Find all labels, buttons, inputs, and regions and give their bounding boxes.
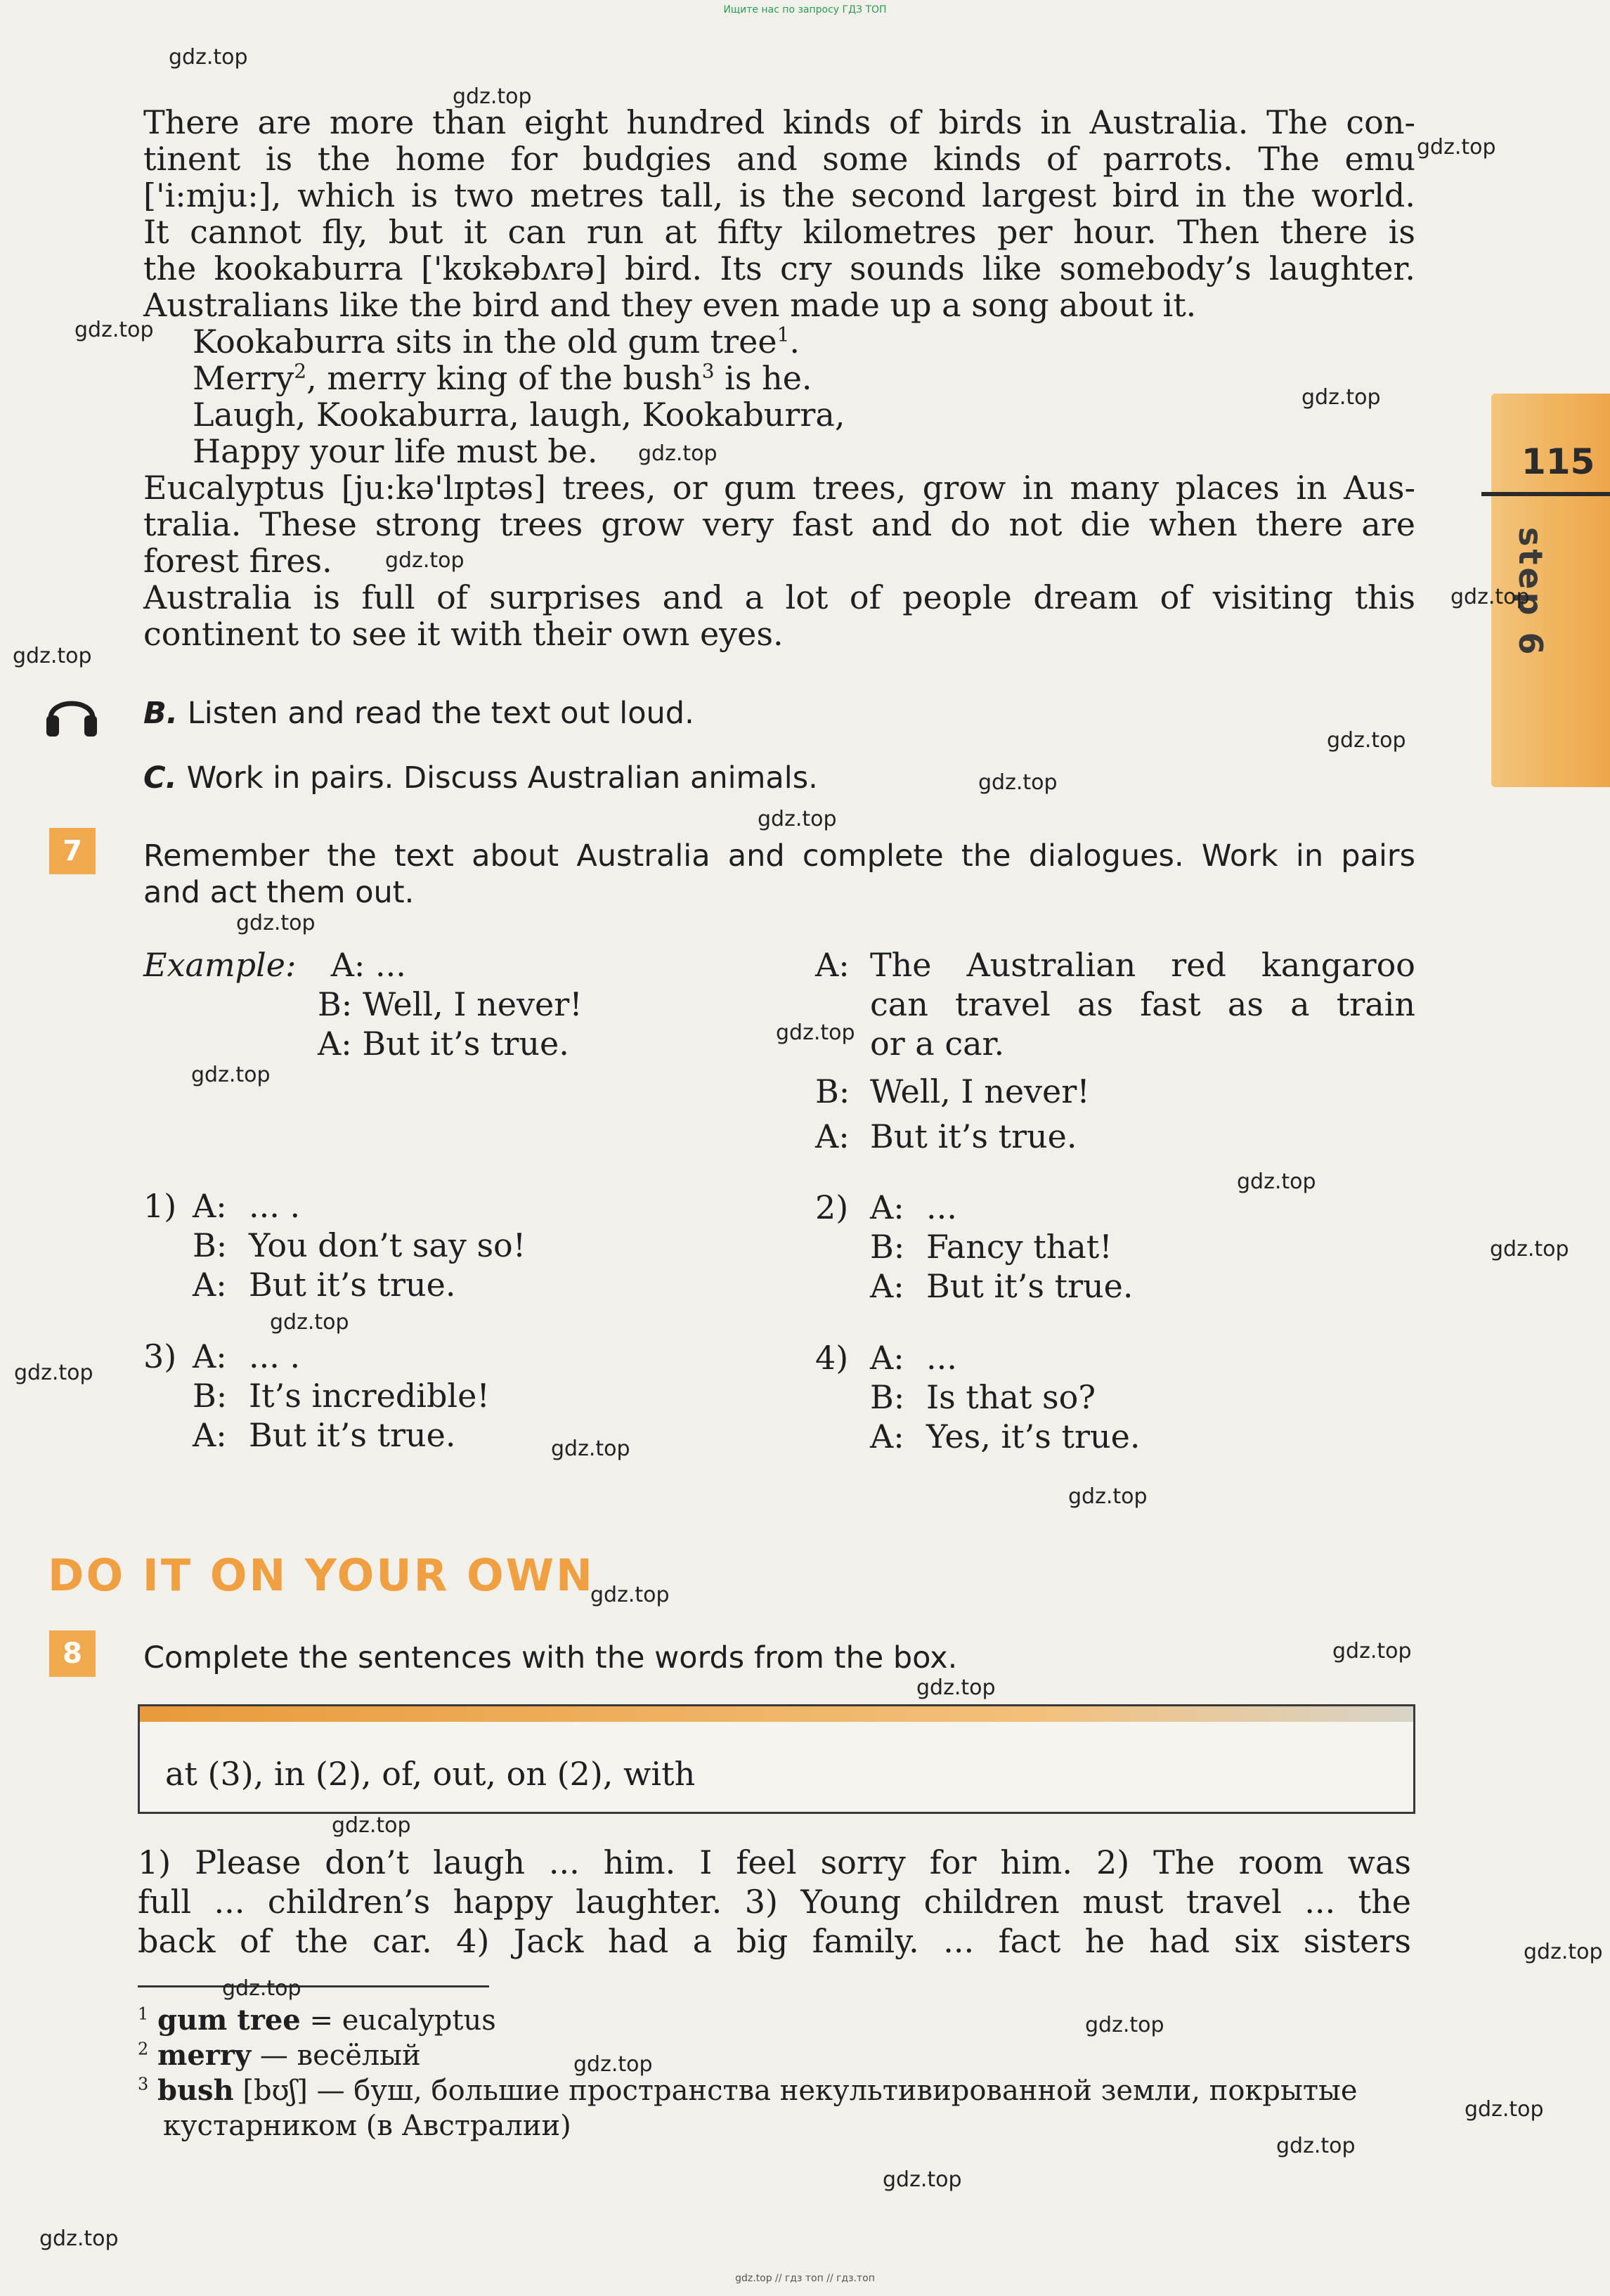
ex8-line: 1) Please don’t laugh ... him. I feel sorry for him. 2) The room was [138,1843,1411,1881]
watermark: gdz.top [978,770,1058,795]
watermark: gdz.top [590,1583,670,1607]
example-row [143,985,583,1024]
reading-line: There are more than eight hundred kinds of birds in Australia. The con- [143,103,1415,141]
tab-divider [1481,492,1610,496]
task-c-letter: C. [143,760,177,796]
speaker: B: [318,985,353,1023]
section-heading: DO IT ON YOUR OWN [48,1550,595,1601]
watermark: gdz.top [1237,1169,1316,1194]
footnote-divider [138,1985,489,1987]
example-right-a2: But it’s true. [870,1117,1077,1155]
dialogue-1: 1) A: ... . B: You don’t say so! A: But it’s true. [143,1187,526,1304]
watermark: gdz.top [191,1063,271,1087]
watermark: gdz.top [385,548,465,573]
example-right-line: The Australian red kangaroo [870,946,1415,984]
song-line: Merry$^2$, merry king of the bush$^3$ is he. [193,359,812,397]
reading-line: Australians like the bird and they even made up a song about it. [143,286,1197,324]
page-number: 115 [1521,441,1595,482]
watermark: gdz.top [74,318,154,342]
line-text: ... [375,946,406,984]
speaker: A: [318,1025,352,1063]
word-box-text: at (3), in (2), of, out, on (2), with [165,1755,696,1793]
dialogue-3: 3) A: ... . B: It’s incredible! A: But it’s true. [143,1337,490,1454]
watermark: gdz.top [883,2167,962,2192]
example-label: Example [143,946,285,984]
reading-line: continent to see it with their own eyes. [143,615,784,653]
reading-line: the kookaburra ['kʊkəbʌrə] bird. Its cry sounds like somebody’s laughter. [143,249,1415,287]
watermark: gdz.top [551,1436,630,1461]
watermark: gdz.top [270,1310,349,1335]
example-right: A: The Australian red kangaroo can travel as fast as a train or a car. B: Well, I never! A: But it’s true. [815,946,1415,1155]
reading-line: Australia is full of surprises and a lot of people dream of visiting this [143,578,1415,616]
footnote: $^2$ merry — весёлый [138,2039,421,2072]
watermark: gdz.top [916,1675,996,1700]
task-c-text: Work in pairs. Discuss Australian animals. [186,760,818,796]
footnotes [138,2003,1411,2143]
watermark: gdz.top [13,644,92,668]
ex8-instruction: Complete the sentences with the words from the box. [143,1640,958,1675]
task-b [143,696,694,731]
watermark: gdz.top [1524,1940,1603,1964]
watermark: gdz.top [1085,2013,1164,2037]
song-line: Kookaburra sits in the old gum tree$^1$. [193,323,800,361]
reading-line: tinent is the home for budgies and some kinds of parrots. The emu [143,140,1415,178]
example-right-b: Well, I never! [870,1072,1090,1110]
dialogue-2: 2) A: ... B: Fancy that! A: But it’s true. [815,1188,1134,1305]
reading-line: tralia. These strong trees grow very fast and do not die when there are [143,505,1415,543]
task-b-text: Listen and read the text out loud. [187,696,694,731]
word-box-bar [140,1706,1413,1722]
watermark: gdz.top [573,2052,653,2077]
example-right-line: can travel as fast as a train [870,985,1415,1023]
line-text: Well, I never! [362,985,583,1023]
watermark: gdz.top [1068,1484,1148,1509]
watermark: gdz.top [1490,1237,1569,1261]
speaker: A: [330,946,365,984]
watermark: gdz.top [638,441,718,466]
exercise-number-7: 7 [49,828,96,874]
exercise-number-8: 8 [49,1630,96,1677]
watermark: gdz.top [1276,2134,1356,2158]
top-note: Ищите нас по запросу ГДЗ ТОП [723,4,887,15]
reading-line: It cannot fly, but it can run at fifty kilometres per hour. Then there is [143,213,1415,251]
watermark: gdz.top [1327,728,1406,753]
watermark: gdz.top [1450,585,1530,609]
watermark: gdz.top [1301,385,1381,410]
footnote: $^1$ gum tree = eucalyptus [138,2004,496,2037]
dialogue-4: 4) A: ... B: Is that so? A: Yes, it’s true. [815,1339,1141,1455]
watermark: gdz.top [1332,1639,1412,1663]
song-line: Happy your life must be. [193,432,598,470]
word-box [138,1704,1415,1814]
example-block [143,945,583,1063]
footnote: $^3$ bush [bʊʃ] — буш, большие пространства некультивированной земли, покрытые [138,2074,1358,2107]
example-right-line: or a car. [870,1025,1005,1063]
watermark: gdz.top [758,807,837,831]
headphones-icon [45,689,98,738]
ex7-line: and act them out. [143,875,415,910]
reading-line: forest fires. [143,542,332,580]
ex8-line: full ... children’s happy laughter. 3) Young children must travel ... the [138,1883,1411,1921]
watermark: gdz.top [236,911,316,935]
watermark: gdz.top [1417,135,1496,160]
watermark: gdz.top [39,2226,119,2251]
watermark: gdz.top [222,1976,301,2001]
watermark: gdz.top [14,1361,93,1385]
ex8-line: back of the car. 4) Jack had a big family. ... fact he had six sisters [138,1922,1411,1960]
watermark: gdz.top [453,84,532,109]
ex7-line: Remember the text about Australia and complete the dialogues. Work in pairs [143,838,1415,874]
watermark: gdz.top [332,1813,411,1838]
step-label: step 6 [1512,527,1550,658]
ex7-instruction [143,838,1415,911]
watermark: gdz.top [1465,2097,1544,2122]
example-row [143,1024,583,1063]
reading-line: ['i:mju:], which is two metres tall, is the second largest bird in the world. [143,176,1415,214]
reading-line: Eucalyptus [ju:kə'lɪptəs] trees, or gum trees, grow in many places in Aus- [143,469,1415,507]
footnote-continued: кустарником (в Австралии) [163,2110,571,2142]
reading-text [143,104,1415,652]
example-row: Example: A: ... [143,946,406,984]
task-c [143,760,818,796]
song-line: Laugh, Kookaburra, laugh, Kookaburra, [193,396,845,434]
watermark: gdz.top [169,45,248,70]
song [143,323,1415,469]
ex8-sentences [138,1843,1411,1961]
task-b-letter: B. [143,696,178,731]
watermark: gdz.top [776,1020,855,1045]
line-text: But it’s true. [362,1025,569,1063]
bottom-note: gdz.top // гдз топ // гдз.топ [735,2273,875,2284]
